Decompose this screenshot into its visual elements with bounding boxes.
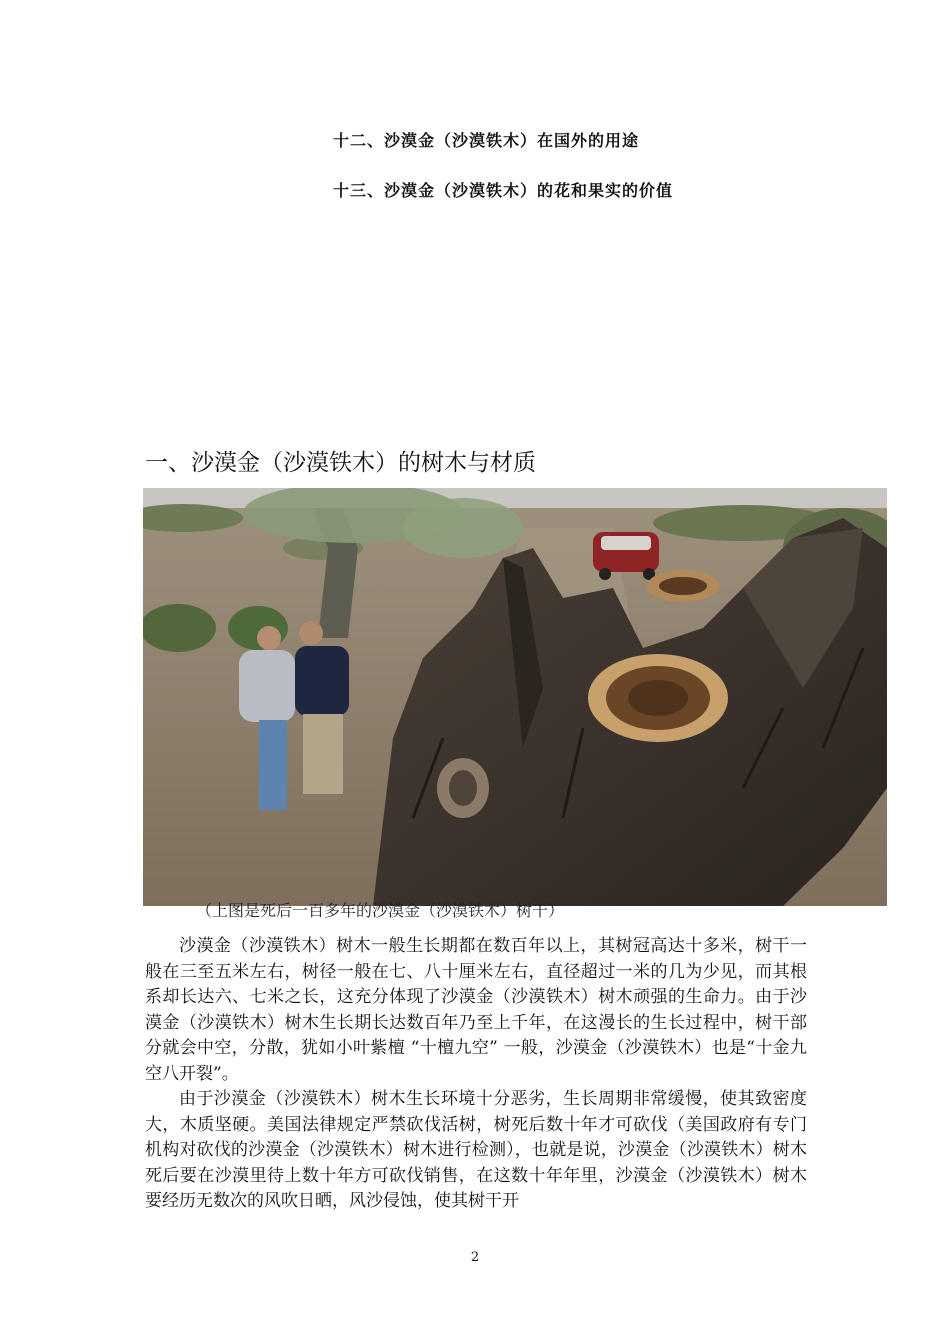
paragraph-1: 沙漠金（沙漠铁木）树木一般生长期都在数百年以上，其树冠高达十多米，树干一般在三至五米左右，树径一般在七、八十厘米左右，直径超过一米的几为少见，而其根系却长达六、七米之长，这充分体现了沙漠金（沙漠铁木）树木顽强的生命力。由于沙漠金（沙漠铁木）树木生长期长达数百年乃至上千年，在这漫长的生长过程中，树干部分就会中空，分散，犹如小叶紫檀 “十檀九空” 一般，沙漠金（沙漠铁木）也是“十金九空八开裂”。 bbox=[145, 936, 807, 1084]
figure-caption: （上图是死后一百多年的沙漠金（沙漠铁木）树干） bbox=[196, 901, 565, 920]
page-number: 2 bbox=[470, 1250, 480, 1265]
paragraph-2: 由于沙漠金（沙漠铁木）树木生长环境十分恶劣，生长周期非常缓慢，使其致密度大，木质坚硬。美国法律规定严禁砍伐活树，树死后数十年才可砍伐（美国政府有专门机构对砍伐的沙漠金（沙漠铁木）树木进行检测），也就是说，沙漠金（沙漠铁木）树木死后要在沙漠里待上数十年方可砍伐销售，在这数十年年里，沙漠金（沙漠铁木）树木要经历无数次的风吹日晒，风沙侵蚀，使其树干开 bbox=[145, 1089, 807, 1211]
body-text bbox=[145, 934, 807, 1215]
toc-item-13: 十三、沙漠金（沙漠铁木）的花和果实的价值 bbox=[333, 181, 674, 200]
desert-ironwood-photo bbox=[143, 488, 887, 906]
toc-item-12: 十二、沙漠金（沙漠铁木）在国外的用途 bbox=[333, 131, 640, 150]
section-heading: 一、沙漠金（沙漠铁木）的树木与材质 bbox=[145, 450, 536, 476]
